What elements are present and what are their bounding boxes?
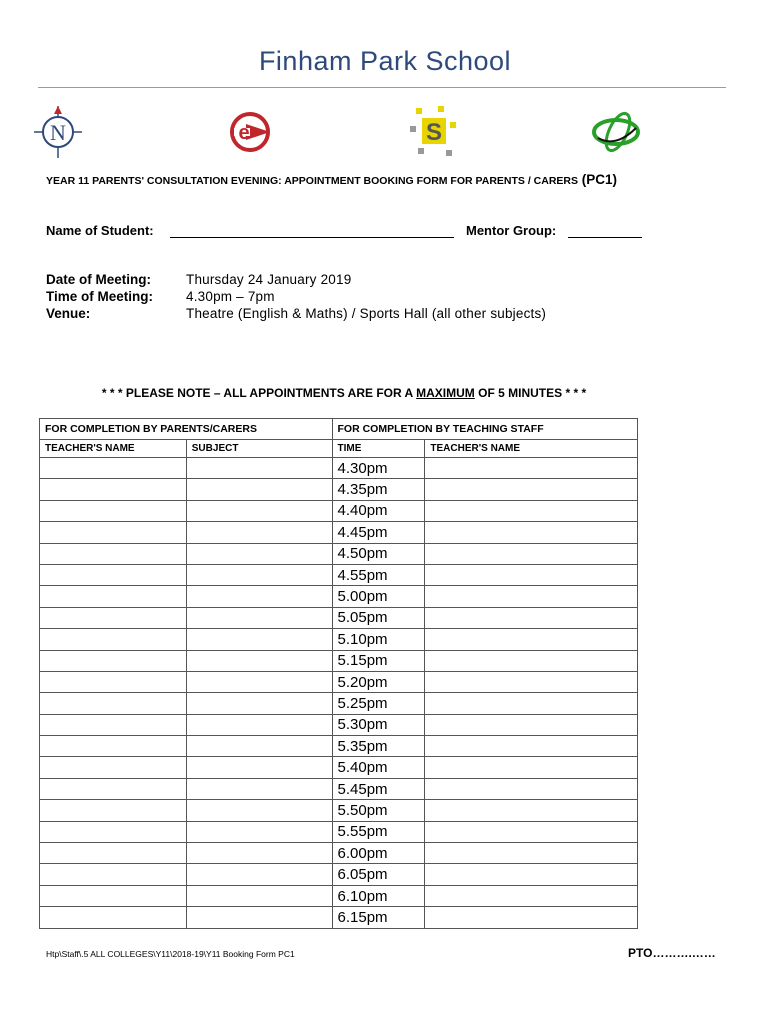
booking-table <box>39 418 638 929</box>
staff-teacher-name-cell[interactable] <box>425 543 638 564</box>
meeting-time-value: 4.30pm – 7pm <box>186 289 275 304</box>
teacher-name-cell[interactable] <box>40 543 187 564</box>
subject-cell[interactable] <box>186 522 332 543</box>
time-cell: 5.25pm <box>332 693 425 714</box>
teacher-name-cell[interactable] <box>40 522 187 543</box>
staff-teacher-name-cell[interactable] <box>425 736 638 757</box>
appointment-row <box>40 714 638 735</box>
svg-text:e: e <box>238 122 250 144</box>
teacher-name-cell[interactable] <box>40 843 187 864</box>
time-cell: 5.35pm <box>332 736 425 757</box>
appointment-row <box>40 522 638 543</box>
time-cell: 4.55pm <box>332 564 425 585</box>
teacher-name-cell[interactable] <box>40 671 187 692</box>
staff-teacher-name-cell[interactable] <box>425 607 638 628</box>
appointment-row <box>40 500 638 521</box>
appointment-row <box>40 843 638 864</box>
form-heading-main: YEAR 11 PARENTS' CONSULTATION EVENING: APPOINTMENT BOOKING FORM FOR PARENTS / CARERS <box>46 175 578 187</box>
time-column-header: TIME <box>332 440 425 458</box>
staff-teacher-name-cell[interactable] <box>425 757 638 778</box>
subject-cell[interactable] <box>186 843 332 864</box>
teacher-name-cell[interactable] <box>40 458 187 479</box>
teacher-name-cell[interactable] <box>40 821 187 842</box>
parents-section-header: FOR COMPLETION BY PARENTS/CARERS <box>40 419 333 440</box>
venue-label: Venue: <box>46 306 91 321</box>
teacher-name-cell[interactable] <box>40 800 187 821</box>
staff-teacher-name-cell[interactable] <box>425 714 638 735</box>
appointment-row <box>40 800 638 821</box>
teacher-name-cell[interactable] <box>40 778 187 799</box>
svg-text:S: S <box>425 119 443 146</box>
subject-cell[interactable] <box>186 629 332 650</box>
staff-teacher-name-cell[interactable] <box>425 800 638 821</box>
appointment-row <box>40 693 638 714</box>
appointment-row <box>40 479 638 500</box>
time-cell: 5.50pm <box>332 800 425 821</box>
staff-teacher-name-cell[interactable] <box>425 843 638 864</box>
teacher-name-cell[interactable] <box>40 564 187 585</box>
staff-teacher-name-cell[interactable] <box>425 564 638 585</box>
staff-teacher-name-cell[interactable] <box>425 458 638 479</box>
time-cell: 5.15pm <box>332 650 425 671</box>
teacher-name-cell[interactable] <box>40 907 187 928</box>
staff-teacher-name-cell[interactable] <box>425 629 638 650</box>
meeting-time-label: Time of Meeting: <box>46 289 154 304</box>
appointment-row <box>40 778 638 799</box>
note-before: * * * PLEASE NOTE – ALL APPOINTMENTS ARE FOR A <box>101 386 417 400</box>
subject-cell[interactable] <box>186 543 332 564</box>
subject-cell[interactable] <box>186 800 332 821</box>
appointment-row <box>40 671 638 692</box>
staff-teacher-name-cell[interactable] <box>425 693 638 714</box>
file-path: Htp\Staff\.5 ALL COLLEGES\Y11\2018-19\Y11 Booking Form PC1 <box>46 949 295 959</box>
time-cell: 5.55pm <box>332 821 425 842</box>
time-cell: 4.40pm <box>332 500 425 521</box>
appointment-row <box>40 907 638 928</box>
meeting-date-label: Date of Meeting: <box>46 272 152 287</box>
subject-cell[interactable] <box>186 864 332 885</box>
appointment-row <box>40 629 638 650</box>
subject-cell[interactable] <box>186 757 332 778</box>
form-heading-code: (PC1) <box>581 172 618 187</box>
time-cell: 5.45pm <box>332 778 425 799</box>
subject-cell[interactable] <box>186 564 332 585</box>
note-emphasis: MAXIMUM <box>416 386 475 400</box>
maximum-note <box>0 386 688 400</box>
subject-cell[interactable] <box>186 607 332 628</box>
time-cell: 6.05pm <box>332 864 425 885</box>
student-name-label: Name of Student: <box>46 223 154 238</box>
meeting-date-value: Thursday 24 January 2019 <box>186 272 352 287</box>
time-cell: 5.20pm <box>332 671 425 692</box>
time-cell: 4.35pm <box>332 479 425 500</box>
appointment-row <box>40 543 638 564</box>
time-cell: 5.30pm <box>332 714 425 735</box>
appointment-row <box>40 736 638 757</box>
teacher-name-cell[interactable] <box>40 629 187 650</box>
student-name-field[interactable] <box>170 237 454 238</box>
subject-cell[interactable] <box>186 458 332 479</box>
subject-cell[interactable] <box>186 907 332 928</box>
teacher-name-cell[interactable] <box>40 757 187 778</box>
staff-teacher-name-cell[interactable] <box>425 500 638 521</box>
time-cell: 4.45pm <box>332 522 425 543</box>
teacher-name-cell[interactable] <box>40 714 187 735</box>
teacher-name-column-header: TEACHER'S NAME <box>40 440 187 458</box>
subject-cell[interactable] <box>186 693 332 714</box>
s-puzzle-icon <box>408 104 460 160</box>
staff-teacher-name-cell[interactable] <box>425 885 638 906</box>
teacher-name-cell[interactable] <box>40 864 187 885</box>
mentor-group-field[interactable] <box>568 237 642 238</box>
subject-cell[interactable] <box>186 671 332 692</box>
staff-teacher-name-cell[interactable] <box>425 907 638 928</box>
subject-cell[interactable] <box>186 885 332 906</box>
appointment-slots <box>40 458 638 929</box>
time-cell: 5.10pm <box>332 629 425 650</box>
teacher-name-cell[interactable] <box>40 885 187 906</box>
subject-cell[interactable] <box>186 586 332 607</box>
staff-teacher-name-cell[interactable] <box>425 586 638 607</box>
teacher-name-cell[interactable] <box>40 586 187 607</box>
time-cell: 6.00pm <box>332 843 425 864</box>
staff-section-header: FOR COMPLETION BY TEACHING STAFF <box>332 419 638 440</box>
teacher-name-cell[interactable] <box>40 650 187 671</box>
time-cell: 4.30pm <box>332 458 425 479</box>
subject-column-header: SUBJECT <box>186 440 332 458</box>
teacher-name-cell[interactable] <box>40 736 187 757</box>
appointment-row <box>40 650 638 671</box>
appointment-row <box>40 564 638 585</box>
pto-label: PTO……….…… <box>628 946 716 960</box>
staff-teacher-name-cell[interactable] <box>425 821 638 842</box>
time-cell: 4.50pm <box>332 543 425 564</box>
time-cell: 6.10pm <box>332 885 425 906</box>
appointment-row <box>40 586 638 607</box>
teacher-name-cell[interactable] <box>40 479 187 500</box>
staff-teacher-name-cell[interactable] <box>425 650 638 671</box>
globe-swoosh-icon <box>590 104 642 160</box>
mentor-group-label: Mentor Group: <box>466 223 557 238</box>
appointment-row <box>40 757 638 778</box>
venue-value: Theatre (English & Maths) / Sports Hall (all other subjects) <box>186 306 547 321</box>
time-cell: 6.15pm <box>332 907 425 928</box>
time-cell: 5.05pm <box>332 607 425 628</box>
e-arrow-icon <box>226 104 278 160</box>
appointment-row <box>40 864 638 885</box>
teacher-name-cell[interactable] <box>40 607 187 628</box>
form-heading <box>46 172 617 187</box>
teacher-name-cell[interactable] <box>40 693 187 714</box>
compass-n-icon <box>32 104 84 160</box>
appointment-row <box>40 821 638 842</box>
appointment-row <box>40 885 638 906</box>
subject-cell[interactable] <box>186 736 332 757</box>
staff-teacher-name-cell[interactable] <box>425 778 638 799</box>
appointment-row <box>40 458 638 479</box>
staff-teacher-name-cell[interactable] <box>425 522 638 543</box>
time-cell: 5.40pm <box>332 757 425 778</box>
staff-teacher-name-cell[interactable] <box>425 671 638 692</box>
subject-cell[interactable] <box>186 778 332 799</box>
time-cell: 5.00pm <box>332 586 425 607</box>
subject-cell[interactable] <box>186 650 332 671</box>
subject-cell[interactable] <box>186 500 332 521</box>
staff-teacher-name-column-header: TEACHER'S NAME <box>425 440 638 458</box>
subject-cell[interactable] <box>186 714 332 735</box>
staff-teacher-name-cell[interactable] <box>425 864 638 885</box>
teacher-name-cell[interactable] <box>40 500 187 521</box>
appointment-row <box>40 607 638 628</box>
page-title: Finham Park School <box>258 46 512 76</box>
title-divider <box>38 87 726 88</box>
svg-text:N: N <box>50 120 66 145</box>
subject-cell[interactable] <box>186 479 332 500</box>
subject-cell[interactable] <box>186 821 332 842</box>
note-after: OF 5 MINUTES * * * <box>474 386 587 400</box>
staff-teacher-name-cell[interactable] <box>425 479 638 500</box>
